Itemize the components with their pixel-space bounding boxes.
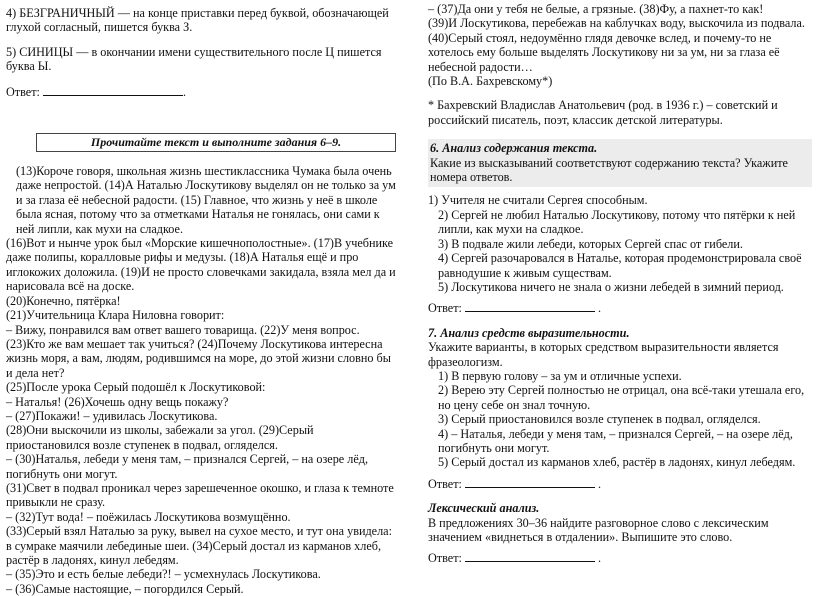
right-column xyxy=(416,0,816,566)
task-7-title: 7. Анализ средств выразительности. xyxy=(428,325,630,340)
task-6-options xyxy=(428,193,812,294)
answer-line: Ответ: . xyxy=(6,84,187,99)
text-paragraph: (25)После урока Серый подошёл к Лоскутиковой: xyxy=(6,380,266,395)
text-paragraph: (39)И Лоскутикова, перебежав на каблучках воду, выскочила из подвала. xyxy=(428,16,805,31)
task-8-question: В предложениях 30–36 найдите разговорное слово с лексическим значением «виднеться в отдалении». Выпишите это слово. xyxy=(428,515,769,544)
text-paragraph: – (35)Это и есть белые лебеди?! – усмехнулась Лоскутикова. xyxy=(6,567,321,582)
task-5-answer: 5) СИНИЦЫ — в окончании имени существительного после Ц пишется буква Ы. xyxy=(6,44,382,74)
text-paragraph: (16)Вот и нынче урок был «Морские кишечнополостные». (17)В учебнике даже полипы, коралловые рифы и медузы. (18)А Наталья ещё и про иглокожих доложила. (19)И не просто словечками закидала, взяла мел да и нарисовала всё на доске. xyxy=(6,236,396,294)
option-item: 5) Серый достал из карманов хлеб, растёр в ладонях, кинул лебедям. xyxy=(438,455,796,470)
answer-blank[interactable] xyxy=(465,550,595,562)
answer-blank[interactable] xyxy=(43,84,183,96)
text-paragraph: – (27)Покажи! – удивилась Лоскутикова. xyxy=(6,408,218,423)
option-item: 1) В первую голову – за ум и отличные успехи. xyxy=(438,368,682,383)
answer-line: Ответ: . xyxy=(428,551,602,566)
answer-blank[interactable] xyxy=(465,300,595,312)
text-paragraph: (13)Короче говоря, школьная жизнь шестиклассника Чумака была очень даже непростой. (14)А Наталью Лоскутикову выделял он не только за ум и за глаза её небесной радости. (15) Главное, что жизнь у неё в школе была ясная, потому что за отметками Наталья не гонялась, они сами к ней липли, как мухи на сладкое. xyxy=(16,164,396,236)
instruction-text: Прочитайте текст и выполните задания 6–9. xyxy=(90,135,342,150)
task-7-question: Укажите варианты, в которых средством выразительности является фразеологизм. xyxy=(428,340,779,369)
option-item: 2) Сергей не любил Наталью Лоскутикову, потому что пятёрки к ней липли, как мухи на сладкое. xyxy=(438,207,796,237)
text-paragraph: – (36)Самые настоящие, – погордился Серый. xyxy=(6,581,244,596)
option-item: 3) В подвале жили лебеди, которых Сергей спас от гибели. xyxy=(438,236,743,251)
option-item: 5) Лоскутикова ничего не знала о жизни лебедей в зимний период. xyxy=(438,279,784,294)
task-8-title: Лексический анализ. xyxy=(428,501,540,516)
text-paragraph: (33)Серый взял Наталью за руку, вывел на сухое место, и тут она увидела: в сумраке маячили лебединые шеи. (34)Серый достал из карманов хлеб, растёр в ладонях, кинул лебедям. xyxy=(6,524,392,567)
answer-blank[interactable] xyxy=(465,476,595,488)
author-footnote: * Бахревский Владислав Анатольевич (род. в 1936 г.) – советский и российский писатель, поэт, классик детской литературы. xyxy=(428,98,778,127)
text-paragraph: – (30)Наталья, лебеди у меня там, – признался Сергей, – на озере лёд, погибнуть они могут. xyxy=(6,452,368,481)
text-paragraph: (21)Учительница Клара Ниловна говорит: xyxy=(6,308,225,323)
instruction-box xyxy=(36,133,396,152)
task-7-options xyxy=(428,369,812,470)
text-paragraph: (31)Свет в подвал проникал через зарешеченное окошко, и глаза к темноте привыкли не сразу. xyxy=(6,480,394,510)
answer-line: Ответ: . xyxy=(428,301,602,316)
text-paragraph: – Наталья! (26)Хочешь одну вещь покажу? xyxy=(6,394,229,409)
reading-text xyxy=(6,164,400,596)
text-paragraph: (40)Серый стоял, недоумённо глядя девочке вслед, и почему-то не хотелось ему больше выделять Лоскутикову ни за ум, ни за глаза её небесной радости… xyxy=(428,30,780,74)
option-item: 1) Учителя не считали Сергея способным. xyxy=(428,193,648,208)
reading-text-end xyxy=(428,2,812,88)
task-4-answer: 4) БЕЗГРАНИЧНЫЙ — на конце приставки перед буквой, обозначающей глухой согласный, пишется буква З. xyxy=(6,6,389,35)
answer-line: Ответ: . xyxy=(428,476,602,491)
option-item: 4) Сергей разочаровался в Наталье, которая продемонстрировала своё равнодушие к живым существам. xyxy=(438,251,802,280)
task-6-title: 6. Анализ содержания текста. xyxy=(430,141,598,156)
option-item: 2) Верею эту Сергей полностью не отрицал, она всё-таки утешала его, но цену себе он знал точную. xyxy=(438,383,805,412)
text-paragraph: (28)Они выскочили из школы, забежали за угол. (29)Серый приостановился возле ступенек в подвал, огляделся. xyxy=(6,423,314,452)
option-item: 3) Серый приостановился возле ступенек в подвал, огляделся. xyxy=(438,412,761,427)
task-6-question: Какие из высказываний соответствуют содержанию текста? Укажите номера ответов. xyxy=(430,155,788,185)
option-item: 4) – Наталья, лебеди у меня там, – признался Сергей, – на озере лёд, погибнуть они могут. xyxy=(438,426,793,455)
text-source: (По В.А. Бахревскому*) xyxy=(428,74,553,89)
text-paragraph: – Вижу, понравился вам ответ вашего товарища. (22)У меня вопрос. (23)Кто же вам мешает так учиться? (24)Почему Лоскутикова интересна жизнь моря, а вам, людям, родившимся на море, до этой жизни словно бы и дела нет? xyxy=(6,322,391,380)
text-paragraph: – (32)Тут вода! – поёжилась Лоскутикова возмущённо. xyxy=(6,509,291,524)
task-6-header xyxy=(428,139,812,187)
text-paragraph: – (37)Да они у тебя не белые, а грязные. (38)Фу, а пахнет-то как! xyxy=(428,2,764,16)
text-paragraph: (20)Конечно, пятёрка! xyxy=(6,293,121,308)
